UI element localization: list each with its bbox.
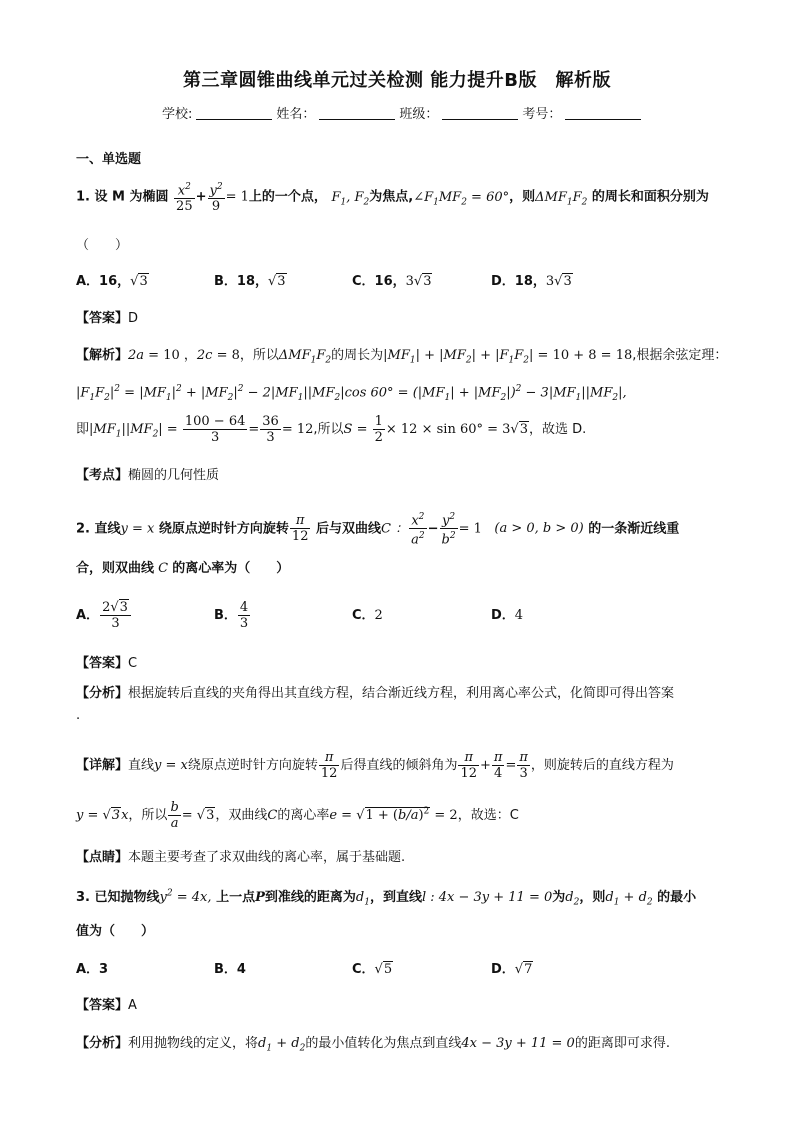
q1-option-d: D．18，3√3: [491, 274, 572, 289]
q3-answer: 【答案】A: [76, 998, 137, 1013]
q1-analysis-line2: $|F_1F_2|^2 = |MF_1|^2 + |MF_2|^2 - 2|MF_1||MF_2|\cos$ $60^\circ = (|MF_1| + |MF_2|)^2 - 3|MF_1||MF_2|$,: [76, 384, 627, 403]
q2-option-a: A． $\frac{2√3}{3}$: [76, 600, 132, 631]
q3-stem-line2: 值为（ ）: [76, 924, 155, 939]
q1-paren: （ ）: [76, 238, 129, 253]
section-heading: 一、单选题: [76, 152, 142, 167]
q2-option-c: C．2: [352, 608, 383, 623]
page-title: 第三章圆锥曲线单元过关检测 能力提升B版 解析版: [183, 70, 611, 91]
name-label: 姓名：: [276, 107, 316, 122]
q2-stem-line1: 2. 直线y = x 绕原点逆时针方向旋转 $\frac{\pi}{12}$ 后与双曲线C ： $\frac{x^2}{a^2}$ − $\frac{y^2}{b^2}$ = 1 (a > 0, b > 0) 的一条渐近线重: [76, 512, 680, 548]
name-blank: [319, 119, 395, 120]
q2-detail-line1: 【详解】直线y = x绕原点逆时针方向旋转 $\frac{\pi}{12}$ 后得直线的倾斜角为 $\frac{\pi}{12}$ + $\frac{\pi}{4}$ = $\frac{\pi}{3}$ ，则旋转后的直线方程为: [76, 750, 674, 781]
q2-detail-line2: y = √3x，所以 $\frac{b}{a}$ = √3，双曲线C的离心率$e = √1 + (b/a)^2 = 2$，故选：C: [76, 800, 519, 831]
school-label: 学校:: [162, 107, 193, 122]
school-blank: [196, 119, 272, 120]
q3-option-d: D．√7: [491, 962, 533, 977]
q3-option-c: C．√5: [352, 962, 393, 977]
exam-no-label: 考号：: [522, 107, 562, 122]
q2-answer: 【答案】C: [76, 656, 138, 671]
class-blank: [442, 119, 518, 120]
q1-option-c: C．16，3√3: [352, 274, 432, 289]
q1-answer: 【答案】D: [76, 311, 139, 326]
q2-stem-line2: 合，则双曲线 C 的离心率为（ ）: [76, 561, 290, 576]
q2-option-b: B． $\frac{4}{3}$: [214, 600, 249, 631]
q2-analysis-dot: .: [76, 708, 81, 723]
q3-stem-line1: 3. 已知抛物线$y^2 = 4x$, 上一点P到准线的距离为$d_1$，到直线l : 4x − 3y + 11 = 0为$d_2$，则$d_1 + d_2$ 的最小: [76, 888, 697, 908]
student-info-line: [162, 103, 645, 122]
q2-analysis: 【分析】根据旋转后直线的夹角得出其直线方程，结合渐近线方程，利用离心率公式，化简即可得出答案: [76, 686, 675, 701]
exam-no-blank: [565, 119, 641, 120]
q3-analysis: 【分析】利用抛物线的定义，将$d_1 + d_2$的最小值转化为焦点到直线4x − 3y + 11 = 0的距离即可求得.: [76, 1036, 670, 1054]
q1-analysis-line1: 【解析】2a = 10 ，2c = 8，所以$\Delta MF_1F_2$的周长为$|MF_1| + |MF_2| + |F_1F_2| = 10 + 8 = 18$,根据余弦定理：: [76, 348, 728, 366]
q1-analysis-line3: 即$|MF_1||MF_2|$ = $\frac{100 - 64}{3}$ = $\frac{36}{3}$ = 12,所以S = $\frac{1}{2}$ × 12 × sin 60° = 3√3，故选 D.: [76, 414, 587, 445]
q2-comment: 【点睛】本题主要考查了求双曲线的离心率，属于基础题.: [76, 850, 406, 865]
q2-option-d: D．4: [491, 608, 524, 623]
q1-stem: 1. 设 M 为椭圆 $\frac{x^2}{25}$ + $\frac{y^2}{9}$ = 1上的一个点， $F_1$, $F_2$为焦点$,\angle F_1MF_2 = 60^\circ$，则$\Delta MF_1F_2$ 的周长和面积分别为: [76, 182, 709, 215]
class-label: 班级：: [399, 107, 439, 122]
q1-option-b: B．18，√3: [214, 274, 286, 289]
q3-option-a: A．3: [76, 962, 109, 977]
q1-option-a: A．16，√3: [76, 274, 148, 289]
q1-point: 【考点】椭圆的几何性质: [76, 468, 220, 483]
q3-option-b: B．4: [214, 962, 246, 977]
